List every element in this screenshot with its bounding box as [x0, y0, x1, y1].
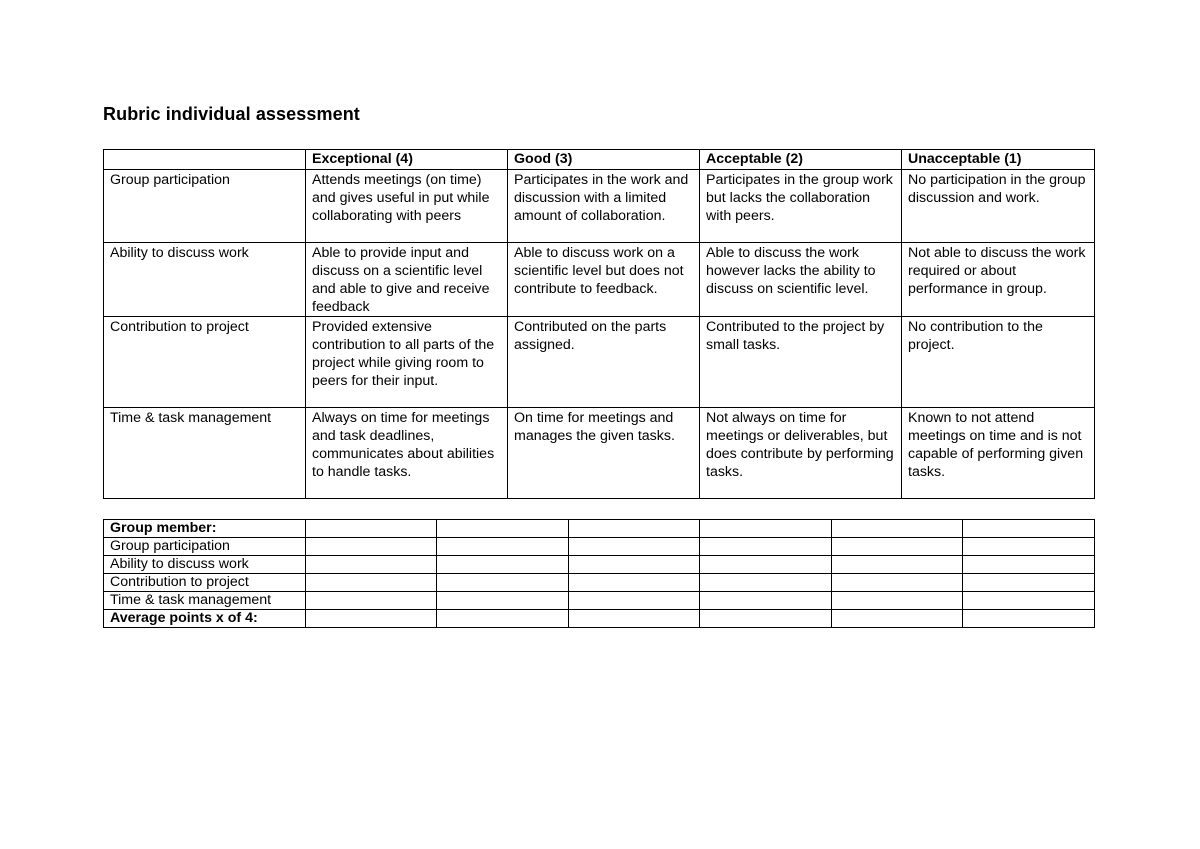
score-cell[interactable] [306, 556, 437, 574]
criterion-label: Ability to discuss work [104, 243, 306, 317]
rubric-row [104, 408, 1095, 499]
rubric-header-cell [104, 150, 306, 170]
score-cell[interactable] [569, 538, 700, 556]
score-cell[interactable] [963, 574, 1095, 592]
score-cell[interactable] [569, 574, 700, 592]
score-row [104, 538, 1095, 556]
score-row [104, 592, 1095, 610]
score-cell[interactable] [700, 592, 832, 610]
member-name-cell[interactable] [437, 520, 569, 538]
average-cell[interactable] [569, 610, 700, 628]
average-cell[interactable] [306, 610, 437, 628]
page-title: Rubric individual assessment [103, 104, 360, 124]
average-cell[interactable] [963, 610, 1095, 628]
group-member-label: Group member: [104, 520, 306, 538]
rubric-cell: Participates in the work and discussion with a limited amount of collaboration. [508, 170, 700, 243]
member-name-cell[interactable] [306, 520, 437, 538]
score-cell[interactable] [963, 556, 1095, 574]
average-cell[interactable] [832, 610, 963, 628]
member-name-cell[interactable] [963, 520, 1095, 538]
rubric-row [104, 243, 1095, 317]
score-cell[interactable] [569, 556, 700, 574]
rubric-header-cell: Good (3) [508, 150, 700, 170]
score-criterion-label: Ability to discuss work [104, 556, 306, 574]
score-cell[interactable] [832, 538, 963, 556]
criterion-label: Time & task management [104, 408, 306, 499]
rubric-cell: Known to not attend meetings on time and is not capable of performing given tasks. [902, 408, 1095, 499]
rubric-cell: Participates in the group work but lacks the collaboration with peers. [700, 170, 902, 243]
score-cell[interactable] [306, 592, 437, 610]
score-row [104, 574, 1095, 592]
score-cell[interactable] [437, 592, 569, 610]
rubric-header-cell: Exceptional (4) [306, 150, 508, 170]
score-cell[interactable] [437, 556, 569, 574]
score-cell[interactable] [832, 574, 963, 592]
score-cell[interactable] [306, 574, 437, 592]
score-cell[interactable] [437, 574, 569, 592]
score-cell[interactable] [700, 574, 832, 592]
score-cell[interactable] [832, 556, 963, 574]
rubric-cell: Attends meetings (on time) and gives useful in put while collaborating with peers [306, 170, 508, 243]
criterion-label: Group participation [104, 170, 306, 243]
criterion-label: Contribution to project [104, 317, 306, 408]
rubric-cell: Not always on time for meetings or deliverables, but does contribute by performing tasks. [700, 408, 902, 499]
score-cell[interactable] [306, 538, 437, 556]
score-row [104, 556, 1095, 574]
score-cell[interactable] [569, 592, 700, 610]
score-cell[interactable] [437, 538, 569, 556]
rubric-cell: Able to discuss work on a scientific level but does not contribute to feedback. [508, 243, 700, 317]
member-name-cell[interactable] [569, 520, 700, 538]
rubric-header-cell: Unacceptable (1) [902, 150, 1095, 170]
average-points-label: Average points x of 4: [104, 610, 306, 628]
score-header-row [104, 520, 1095, 538]
score-table [103, 519, 1095, 628]
average-cell[interactable] [437, 610, 569, 628]
rubric-cell: Not able to discuss the work required or about performance in group. [902, 243, 1095, 317]
rubric-cell: No participation in the group discussion and work. [902, 170, 1095, 243]
average-row [104, 610, 1095, 628]
score-cell[interactable] [700, 538, 832, 556]
score-criterion-label: Group participation [104, 538, 306, 556]
rubric-row [104, 170, 1095, 243]
rubric-cell: Always on time for meetings and task deadlines, communicates about abilities to handle tasks. [306, 408, 508, 499]
score-cell[interactable] [963, 592, 1095, 610]
rubric-header-cell: Acceptable (2) [700, 150, 902, 170]
rubric-row [104, 317, 1095, 408]
score-criterion-label: Time & task management [104, 592, 306, 610]
rubric-cell: Contributed on the parts assigned. [508, 317, 700, 408]
score-cell[interactable] [832, 592, 963, 610]
score-criterion-label: Contribution to project [104, 574, 306, 592]
rubric-header-row [104, 150, 1095, 170]
rubric-cell: On time for meetings and manages the given tasks. [508, 408, 700, 499]
rubric-cell: Contributed to the project by small tasks. [700, 317, 902, 408]
average-cell[interactable] [700, 610, 832, 628]
member-name-cell[interactable] [700, 520, 832, 538]
rubric-cell: Provided extensive contribution to all parts of the project while giving room to peers for their input. [306, 317, 508, 408]
rubric-table [103, 149, 1095, 499]
rubric-cell: No contribution to the project. [902, 317, 1095, 408]
rubric-cell: Able to discuss the work however lacks the ability to discuss on scientific level. [700, 243, 902, 317]
score-cell[interactable] [963, 538, 1095, 556]
rubric-cell: Able to provide input and discuss on a scientific level and able to give and receive feedback [306, 243, 508, 317]
score-cell[interactable] [700, 556, 832, 574]
member-name-cell[interactable] [832, 520, 963, 538]
